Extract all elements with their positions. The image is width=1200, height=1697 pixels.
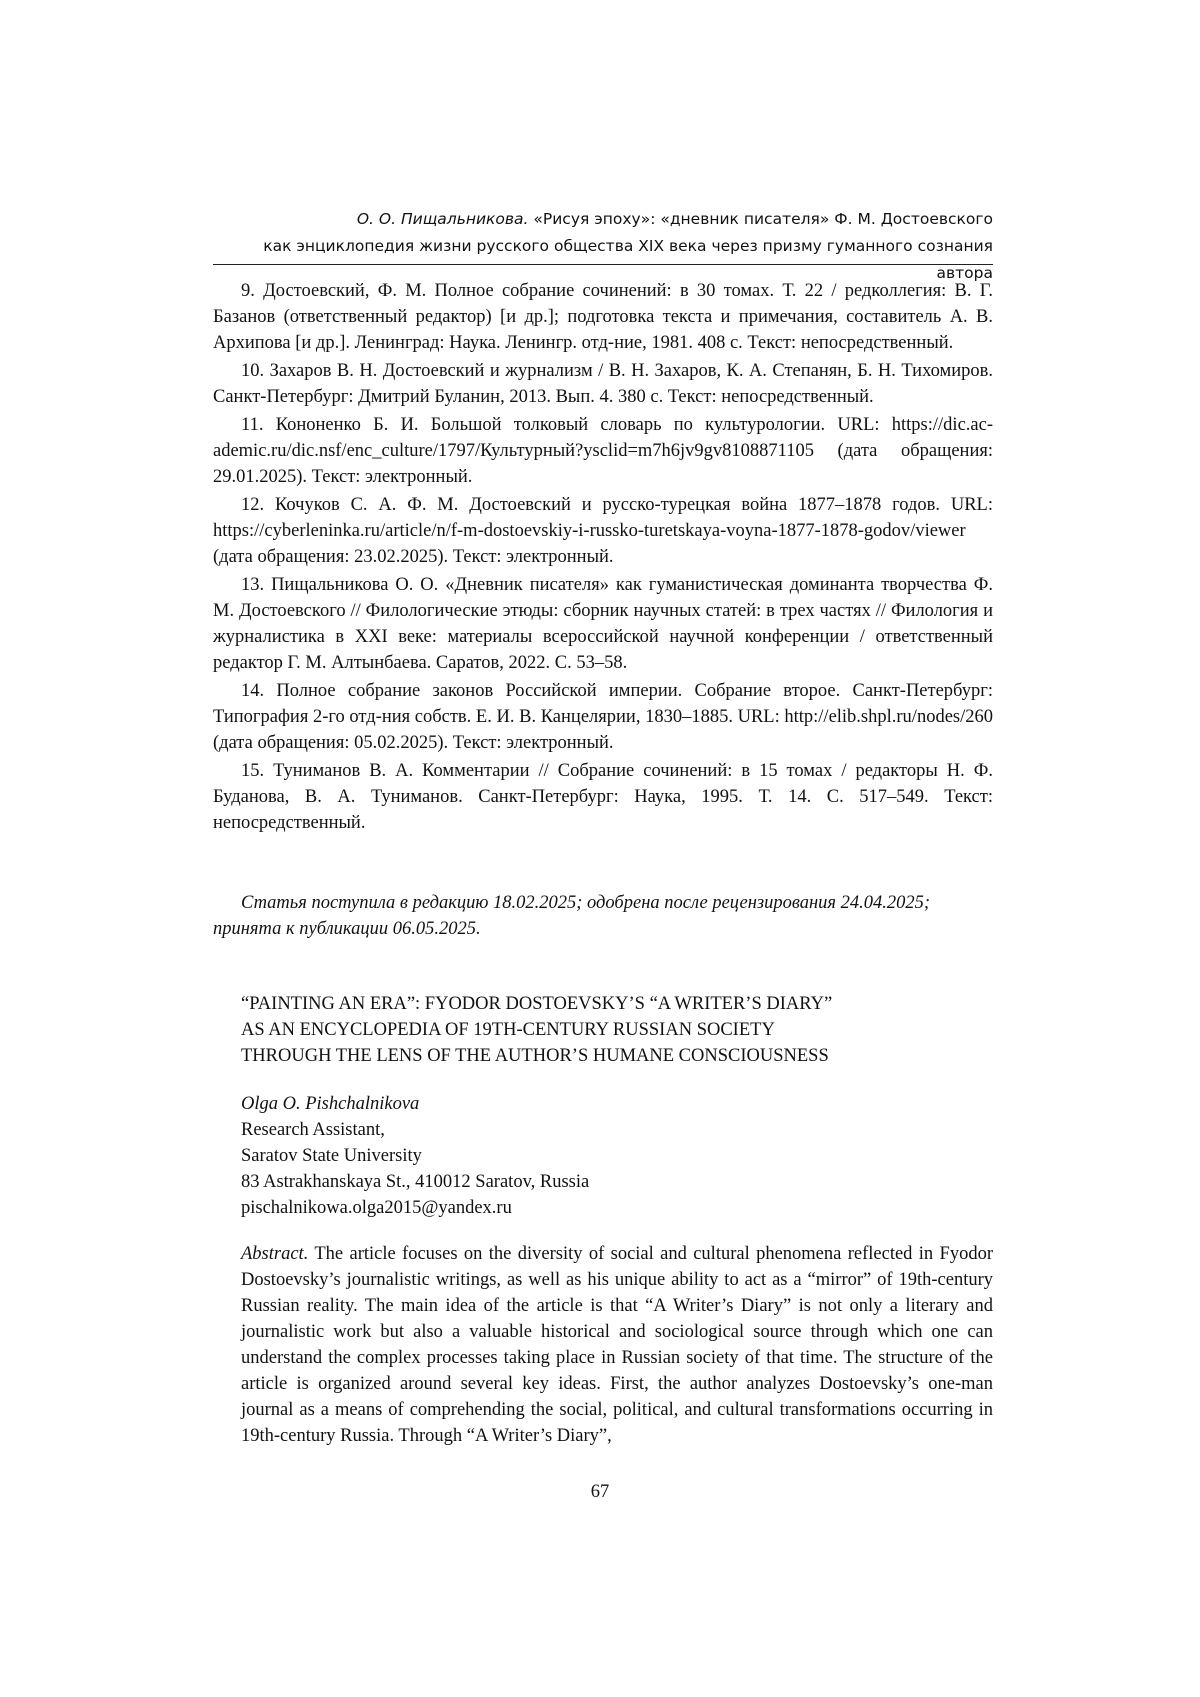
reference-item-12: 12. Кочуков С. А. Ф. М. Достоевский и русско-турецкая война 1877–1878 годов. URL: https://cyberleninka.ru/article/n/f-m-dostoevskiy-i-russko-turetskaya-voyna-1877-1878-godov/viewer (дата обращения: 23.02.2025). Текст: электронный.	[213, 495, 993, 567]
running-head-title-part-1: «Рисуя эпоху»: «дневник писателя» Ф. М. Достоевского	[533, 210, 993, 228]
english-title-line-1: “PAINTING AN ERA”: FYODOR DOSTOEVSKY’S “A WRITER’S DIARY”	[241, 994, 833, 1014]
reference-item-10: 10. Захаров В. Н. Достоевский и журнализм / В. Н. Захаров, К. А. Степанян, Б. Н. Тихомиров. Санкт-Петербург: Дмитрий Буланин, 2013. Вып. 4. 380 с. Текст: непосредственный.	[213, 361, 993, 407]
abstract-text: The article focuses on the diversity of social and cultural phenomena reflected in Fyodor Dostoevsky’s journalistic writings, as well as his unique ability to act as a “mirror” of 19th-century Russian reality. The main idea of the article is that “A Writer’s Diary” is not only a literary and journalistic work but also a valuable historical and sociological source through which one can understand the complex processes taking place in Russian society of that time. The structure of the article is organized around several key ideas. First, the author analyzes Dostoevsky’s one-man journal as a means of comprehending the social, political, and cultural transformations occurring in 19th-century Russia. Through “A Writer’s Diary”,	[241, 1244, 993, 1446]
running-head	[213, 206, 993, 287]
abstract-label: Abstract.	[241, 1244, 309, 1264]
author-info	[241, 1091, 993, 1221]
reference-item-9: 9. Достоевский, Ф. М. Полное собрание сочинений: в 30 томах. Т. 22 / редколлегия: В. Г. Базанов (ответственный редактор) [и др.]; подготовка текста и примечания, составитель А. В. Архипова [и др.]. Ленинград: Наука. Ленингр. отд-ние, 1981. 408 с. Текст: непосредственный.	[213, 281, 993, 353]
reference-list	[213, 278, 993, 838]
author-address: 83 Astrakhanskaya St., 410012 Saratov, Russia	[241, 1172, 590, 1192]
reference-item-14: 14. Полное собрание законов Российской империи. Собрание второе. Санкт-Петербург: Типография 2-го отд-ния собств. Е. И. В. Канцелярии, 1830–1885. URL: http://elib.shpl.ru/nodes/260 (дата обращения: 05.02.2025). Текст: электронный.	[213, 681, 993, 753]
author-position: Research Assistant,	[241, 1120, 385, 1140]
english-title-line-2: AS AN ENCYCLOPEDIA OF 19TH-CENTURY RUSSIAN SOCIETY	[241, 1020, 775, 1040]
reference-item-13: 13. Пищальникова О. О. «Дневник писателя» как гуманистическая доминанта творчества Ф. М. Достоевского // Филологические этюды: сборник научных статей: в трех частях // Филология и журналистика в XXI веке: материалы всероссийской научной конференции / ответственный редактор Г. М. Алтынбаева. Саратов, 2022. С. 53–58.	[213, 575, 993, 673]
reference-item-15: 15. Туниманов В. А. Комментарии // Собрание сочинений: в 15 томах / редакторы Н. Ф. Буданова, В. А. Туниманов. Санкт-Петербург: Наука, 1995. Т. 14. С. 517–549. Текст: непосредственный.	[213, 761, 993, 833]
running-head-title-part-2: как энциклопедия жизни русского общества XIX века через призму гуманного сознания автора	[263, 237, 993, 282]
running-head-line-1	[213, 206, 993, 233]
english-title-line-3: THROUGH THE LENS OF THE AUTHOR’S HUMANE CONSCIOUSNESS	[241, 1046, 829, 1066]
reference-item-11: 11. Кононенко Б. И. Большой толковый словарь по культурологии. URL: https://dic.academic.ru/dic.nsf/enc_culture/1797/Культурный?ysclid=m7h6jv9gv8108871105 (дата обращения: 29.01.2025). Текст: электронный.	[213, 415, 993, 487]
running-head-author: О. О. Пищальникова.	[356, 210, 529, 228]
abstract-paragraph	[241, 1241, 993, 1449]
author-affiliation: Saratov State University	[241, 1146, 422, 1166]
english-article-title	[241, 991, 993, 1069]
author-email: pischalnikowa.olga2015@yandex.ru	[241, 1198, 512, 1218]
header-rule	[213, 264, 993, 265]
page-number: 67	[590, 1482, 610, 1502]
author-name: Olga O. Pishchalnikova	[241, 1094, 420, 1114]
submission-dates-note: Статья поступила в редакцию 18.02.2025; одобрена после рецензирования 24.04.2025; принята к публикации 06.05.2025.	[213, 893, 931, 939]
